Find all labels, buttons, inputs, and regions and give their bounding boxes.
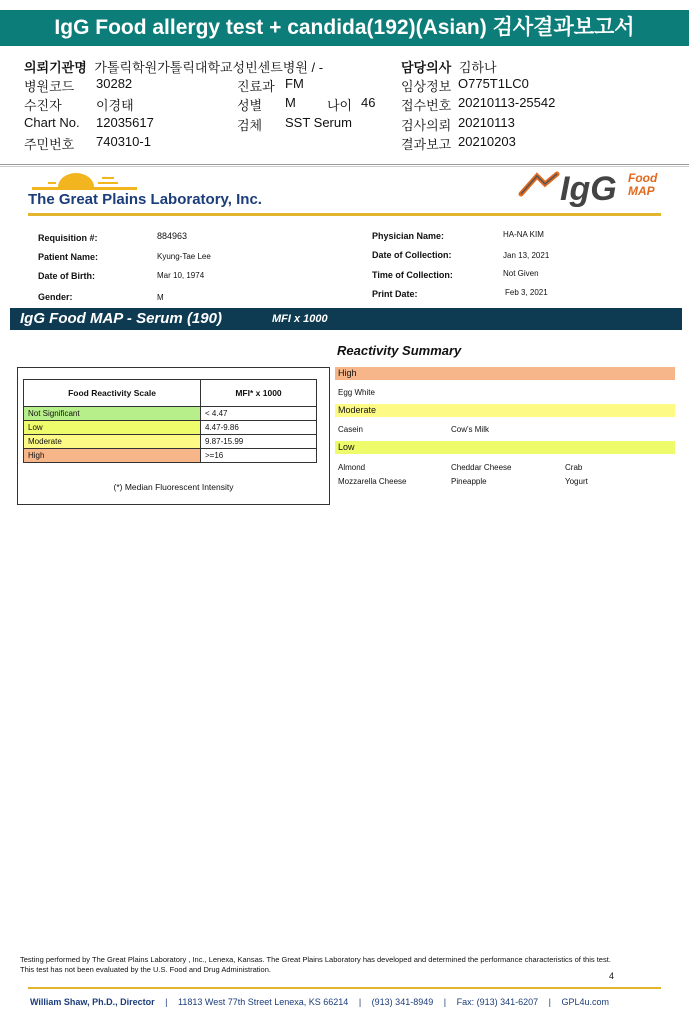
lab-header-rule [28,213,661,216]
scale-header-right: MFI* x 1000 [201,380,317,407]
physician-value: HA-NA KIM [503,230,544,239]
footer-phone: (913) 341-8949 [371,997,434,1007]
report-value: 20210203 [458,134,516,149]
low-item: Almond [338,463,366,472]
section-title: IgG Food MAP - Serum (190) [20,310,222,327]
footer-separator: | [548,997,552,1007]
scale-row [24,407,317,421]
food-map-logo-icon [517,170,561,198]
footer-separator: | [443,997,447,1007]
requisition-label: Requisition #: [38,233,98,243]
gender-value: M [157,293,164,302]
scale-label-high: High [24,449,201,463]
scale-table [23,379,317,463]
report-banner-title: IgG Food allergy test + candida(192)(Asian) 검사결과보고서 [0,10,689,46]
header-divider-secondary [0,166,689,167]
section-header-bar [10,308,682,330]
reactivity-summary-title: Reactivity Summary [337,343,462,358]
scale-label-low: Low [24,421,201,435]
request-label: 검사의뢰 [401,118,452,133]
specimen-value: SST Serum [285,115,352,130]
fda-disclaimer: Testing performed by The Great Plains Laboratory , Inc., Lenexa, Kansas. The Great Plains Laboratory has developed and determined the performance characteristics of this test. This test has not been evaluated by the U.S. Food and Drug Administration. [20,955,611,974]
section-subtitle: MFI x 1000 [272,313,328,325]
page-number: 4 [609,971,615,981]
patient-name-label: Patient Name: [38,252,99,262]
clinical-value: O775T1LC0 [458,76,529,91]
gender-label: Gender: [38,292,73,302]
doctor-label: 담당의사 [401,60,452,75]
collection-date-value: Jan 13, 2021 [503,251,550,260]
dept-value: FM [285,76,304,91]
header-divider [0,164,689,165]
report-label: 결과보고 [401,137,452,152]
hospital-code-value: 30282 [96,76,133,91]
receipt-value: 20210113-25542 [458,95,556,110]
low-item: Mozzarella Cheese [338,477,407,486]
scale-label-moderate: Moderate [24,435,201,449]
sex-label: 성별 [237,98,263,113]
patient-value: 이경태 [96,98,134,113]
moderate-item: Cow's Milk [451,425,489,434]
scale-label-not-significant: Not Significant [24,407,201,421]
moderate-item: Casein [338,425,363,434]
institution-row [24,57,323,76]
mfi-footnote: (*) Median Fluorescent Intensity [113,482,234,492]
sun-logo-icon [28,169,148,191]
collection-date-label: Date of Collection: [372,250,452,260]
low-item: Crab [565,463,583,472]
age-label: 나이 [327,98,353,113]
scale-value-high: >=16 [201,449,317,463]
footer-website: GPL4u.com [561,997,610,1007]
request-value: 20210113 [458,115,515,130]
high-item: Egg White [338,388,375,397]
id-value: 740310-1 [96,134,151,149]
scale-row [24,435,317,449]
collection-time-label: Time of Collection: [372,270,453,280]
moderate-category-bar: Moderate [335,404,675,417]
footer-separator: | [165,997,168,1007]
food-map-logo-text [628,172,657,198]
hospital-code-label: 병원코드 [24,79,75,94]
lab-name: The Great Plains Laboratory, Inc. [28,191,262,208]
doctor-row [401,57,497,76]
footer-address: 11813 West 77th Street Lenexa, KS 66214 [178,997,349,1007]
director-name: William Shaw, Ph.D., Director [30,997,155,1007]
id-label: 주민번호 [24,137,75,152]
scale-value-not-significant: < 4.47 [201,407,317,421]
low-item: Pineapple [451,477,487,486]
print-date-value: Feb 3, 2021 [505,288,548,297]
low-item: Yogurt [565,477,588,486]
logo-food-text: Food [628,171,658,185]
patient-name-value: Kyung-Tae Lee [157,252,211,261]
scale-value-moderate: 9.87-15.99 [201,435,317,449]
chart-value: 12035617 [96,115,154,130]
low-category-bar: Low [335,441,675,454]
specimen-label: 검체 [237,118,263,133]
dob-value: Mar 10, 1974 [157,271,205,280]
scale-row [24,421,317,435]
footer-separator: | [358,997,362,1007]
chart-label: Chart No. [24,115,80,130]
sex-value: M [285,95,296,110]
print-date-label: Print Date: [372,289,418,299]
doctor-value: 김하나 [458,60,497,75]
food-reactivity-scale-box [17,367,330,505]
age-value: 46 [361,95,376,110]
scale-header-row [24,380,317,407]
requisition-value: 884963 [157,231,188,241]
institution-label: 의뢰기관명 [24,60,87,75]
igg-logo-text: IgG [560,170,617,208]
scale-value-low: 4.47-9.86 [201,421,317,435]
logo-map-text: MAP [628,184,655,198]
footer-fax: Fax: (913) 341-6207 [456,997,539,1007]
high-category-bar: High [335,367,675,380]
collection-time-value: Not Given [503,269,539,278]
institution-value: 가톨릭학원가톨릭대학교성빈센트병원 / - [94,60,324,75]
patient-label: 수진자 [24,98,62,113]
scale-header-left: Food Reactivity Scale [24,380,201,407]
footer-rule [28,987,661,989]
physician-label: Physician Name: [372,231,445,241]
low-item: Cheddar Cheese [451,463,512,472]
footer-contact-line [30,997,609,1007]
receipt-label: 접수번호 [401,98,452,113]
dob-label: Date of Birth: [38,271,95,281]
dept-label: 진료과 [237,79,275,94]
scale-row [24,449,317,463]
clinical-label: 임상정보 [401,79,452,94]
